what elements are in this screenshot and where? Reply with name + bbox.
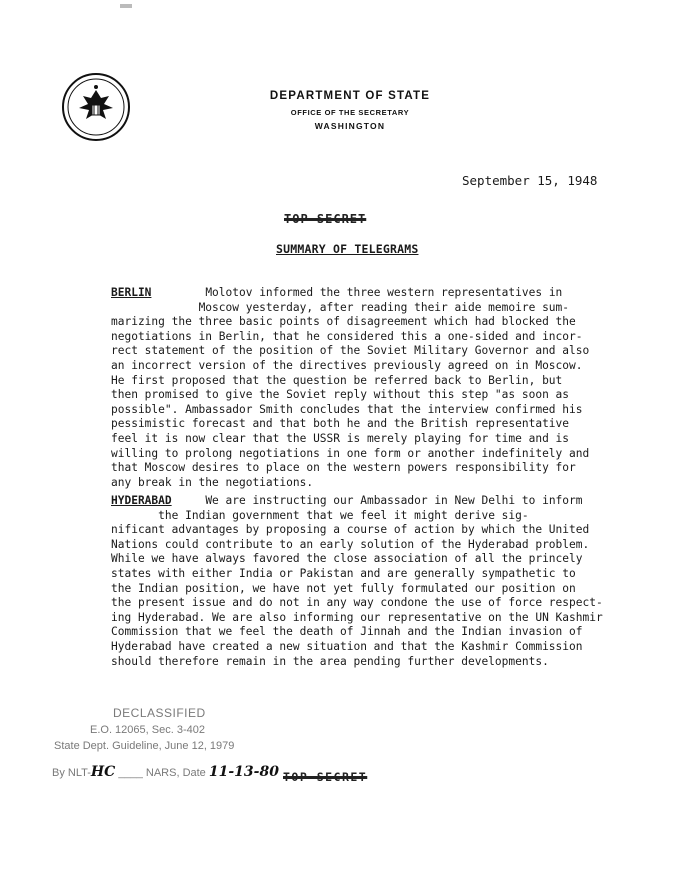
section-label: BERLIN — [111, 286, 152, 299]
section-line: Commission that we feel the death of Jinnah and the Indian invasion of — [111, 625, 583, 639]
stamp-by-prefix: By NLT- — [52, 767, 91, 779]
section-line: Nations could contribute to an early solution of the Hyderabad problem. — [111, 537, 590, 551]
section-line: an incorrect version of the directives previously agreed on in Moscow. — [111, 358, 583, 372]
section-line: the Indian government that we feel it might derive sig- — [158, 508, 529, 522]
department-seal-icon — [61, 72, 131, 142]
declassification-stamp — [52, 706, 292, 786]
section-line: Moscow yesterday, after reading their aide memoire sum- — [198, 300, 570, 314]
section-line: nificant advantages by proposing a course of action by which the United — [111, 523, 590, 537]
section-line: willing to prolong negotiations in one form or another indefinitely and — [111, 446, 590, 460]
letterhead — [230, 90, 470, 131]
section-berlin — [111, 286, 590, 490]
stamp-guideline: State Dept. Guideline, June 12, 1979 — [54, 740, 235, 752]
section-hyderabad — [111, 494, 603, 669]
section-line: Molotov informed the three western representatives in — [205, 286, 563, 299]
section-line: then promised to give the Soviet reply without this step "as soon as — [111, 388, 570, 402]
office-city: WASHINGTON — [314, 121, 386, 131]
section-line: states with either India or Pakistan and are generally sympathetic to — [111, 566, 576, 580]
stamp-nars-prefix: NARS, Date — [145, 767, 206, 779]
document-heading: SUMMARY OF TELEGRAMS — [276, 242, 419, 256]
stamp-executive-order: E.O. 12065, Sec. 3-402 — [90, 724, 205, 736]
section-line: Hyderabad have created a new situation and that the Kashmir Commission — [111, 639, 583, 653]
section-label: HYDERABAD — [111, 494, 172, 507]
stamp-authority: By NLT-HC ____ NARS, Date 11-13-80 — [52, 764, 279, 780]
section-line: that Moscow desires to place on the western powers responsibility for — [111, 461, 576, 475]
section-line: possible". Ambassador Smith concludes that the interview confirmed his — [111, 402, 583, 416]
stamp-date: 11-13-80 — [208, 764, 279, 780]
office-name: OFFICE OF THE SECRETARY — [290, 108, 410, 117]
section-line: He first proposed that the question be referred back to Berlin, but — [111, 373, 563, 387]
section-line: should therefore remain in the area pending further developments. — [111, 654, 549, 668]
section-line: We are instructing our Ambassador in New Delhi to inform — [205, 494, 583, 507]
classification-top: TOP SECRET — [284, 212, 367, 226]
section-line: feel it is now clear that the USSR is merely playing for time and is — [111, 431, 570, 445]
section-line: marizing the three basic points of disagreement which had blocked the — [111, 315, 576, 329]
stamp-declassified: DECLASSIFIED — [113, 706, 206, 720]
section-line: rect statement of the position of the Soviet Military Governor and also — [111, 344, 590, 358]
section-line: the Indian position, we have not yet fully formulated our position on — [111, 581, 576, 595]
classification-bottom: TOP SECRET — [283, 770, 368, 784]
section-line: any break in the negotiations. — [111, 475, 314, 489]
document-date: September 15, 1948 — [462, 173, 598, 188]
stamp-initials: HC — [90, 764, 116, 780]
department-name: DEPARTMENT OF STATE — [269, 90, 431, 102]
scan-mark — [120, 4, 132, 8]
section-line: ing Hyderabad. We are also informing our representative on the UN Kashmir — [111, 610, 603, 624]
section-line: the present issue and do not in any way condone the use of force respect- — [111, 596, 603, 610]
section-line: While we have always favored the close association of all the princely — [111, 552, 583, 566]
section-line: negotiations in Berlin, that he considered this a one-sided and incor- — [111, 329, 583, 343]
section-line: pessimistic forecast and that both he and the British representative — [111, 417, 570, 431]
